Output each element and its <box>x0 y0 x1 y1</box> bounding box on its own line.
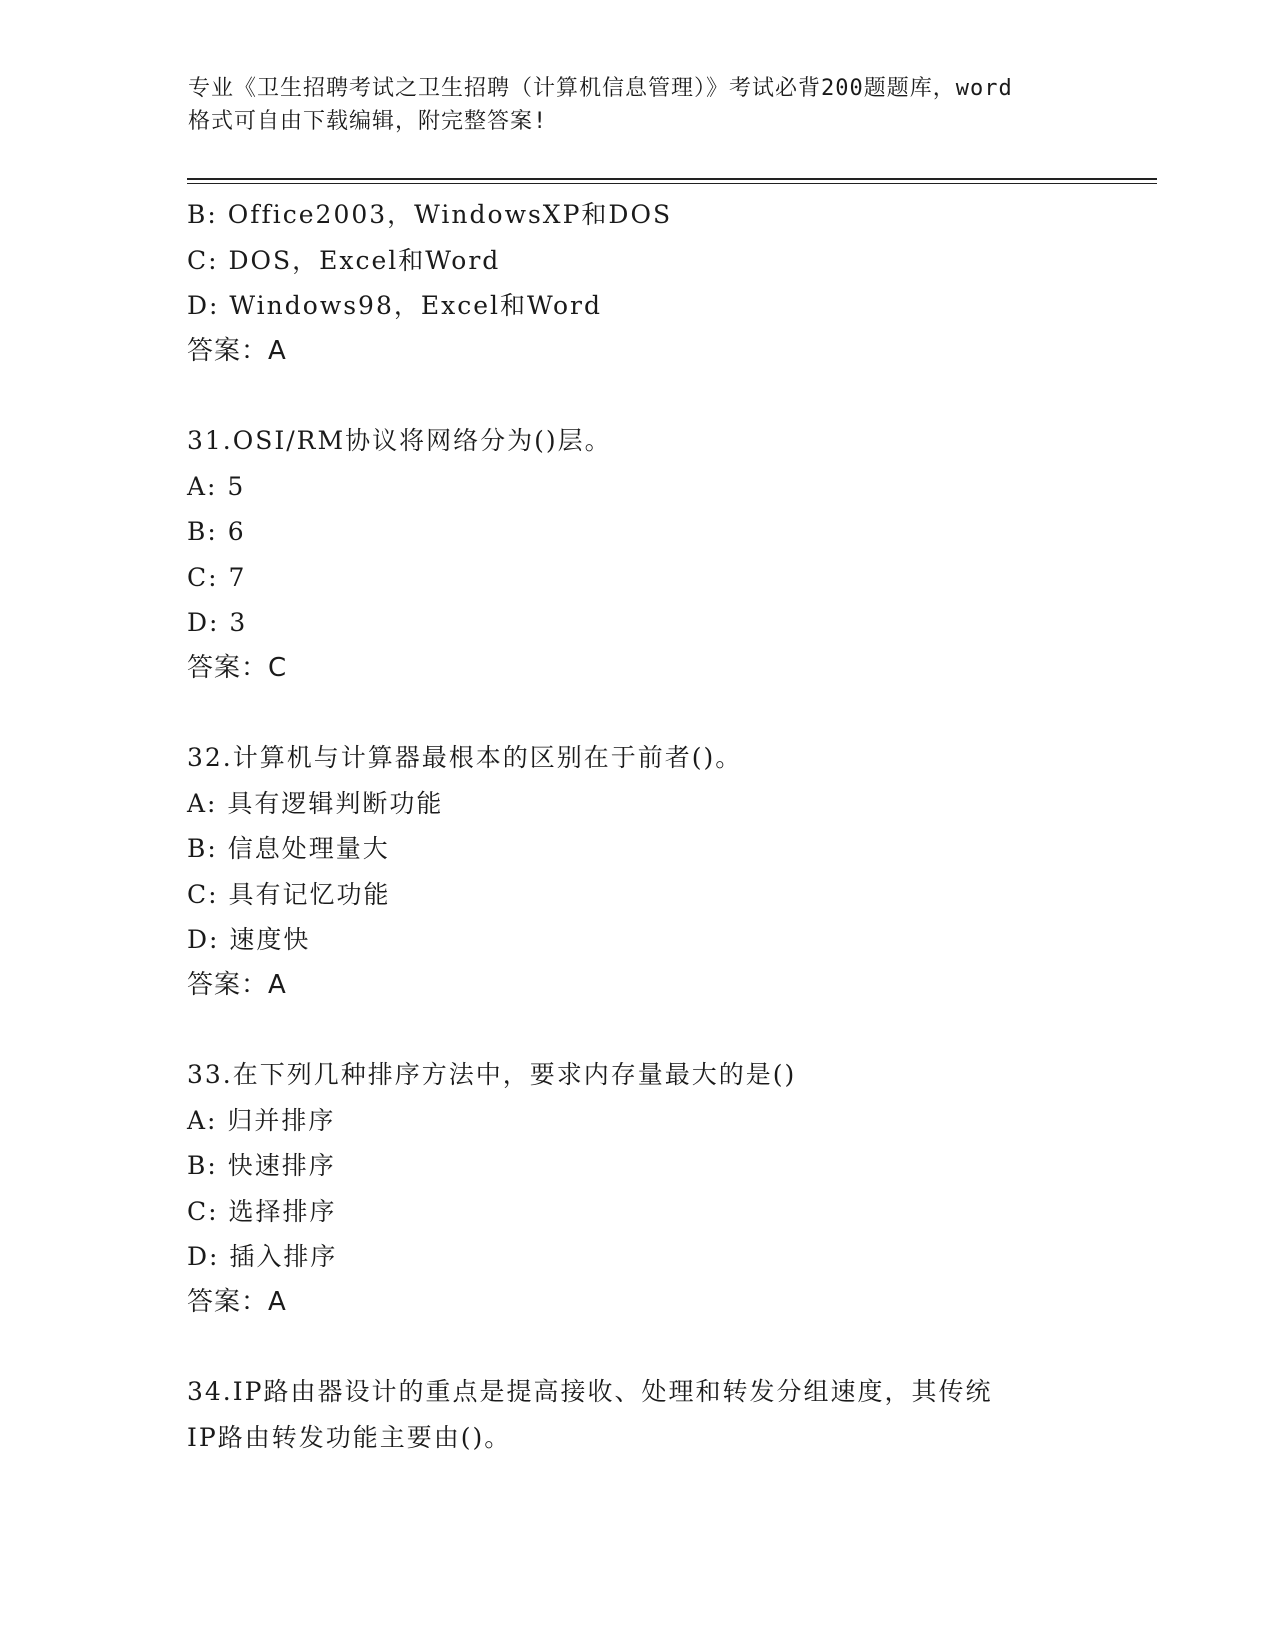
question-32 <box>187 735 1087 1008</box>
option-line: B: 6 <box>187 517 246 546</box>
option-line: C: DOS，Excel和Word <box>187 245 501 275</box>
answer-line: 答案：C <box>187 652 288 683</box>
header-line-1: 专业《卫生招聘考试之卫生招聘（计算机信息管理）》考试必背200题题库，word <box>188 76 1013 101</box>
answer-line: 答案：A <box>187 335 287 366</box>
header-line-2: 格式可自由下载编辑，附完整答案! <box>188 109 548 134</box>
option-line: C: 7 <box>187 562 247 592</box>
question-stem: 33.在下列几种排序方法中，要求内存量最大的是() <box>187 1060 797 1089</box>
question-30-continued <box>187 192 1087 374</box>
answer-line: 答案：A <box>187 1286 287 1317</box>
option-line: B: 快速排序 <box>187 1151 336 1180</box>
option-line: B: Office2003，WindowsXP和DOS <box>187 200 673 229</box>
spacer <box>187 374 1087 418</box>
question-33 <box>187 1052 1087 1325</box>
question-31 <box>187 418 1087 691</box>
question-34 <box>187 1369 1087 1460</box>
spacer <box>187 1008 1087 1052</box>
option-line: D: 插入排序 <box>187 1242 338 1271</box>
option-line: C: 选择排序 <box>187 1196 337 1226</box>
option-line: A: 具有逻辑判断功能 <box>187 788 444 818</box>
header-divider-thick <box>187 178 1157 180</box>
question-content <box>187 192 1087 1460</box>
option-line: A: 归并排序 <box>187 1105 336 1135</box>
option-line: D: Windows98，Excel和Word <box>187 291 603 320</box>
question-stem: 31.OSI/RM协议将网络分为()层。 <box>187 426 612 455</box>
question-stem-continued: IP路由转发功能主要由()。 <box>187 1422 512 1452</box>
option-line: D: 3 <box>187 608 248 637</box>
option-line: A: 5 <box>187 471 246 501</box>
header-divider-thin <box>187 183 1157 184</box>
spacer <box>187 691 1087 735</box>
option-line: D: 速度快 <box>187 925 311 954</box>
option-line: B: 信息处理量大 <box>187 834 390 863</box>
option-line: C: 具有记忆功能 <box>187 879 391 909</box>
spacer <box>187 1325 1087 1369</box>
document-header <box>188 72 1088 138</box>
question-stem: 32.计算机与计算器最根本的区别在于前者()。 <box>187 743 743 772</box>
answer-line: 答案：A <box>187 969 287 1000</box>
question-stem: 34.IP路由器设计的重点是提高接收、处理和转发分组速度，其传统 <box>187 1377 993 1406</box>
